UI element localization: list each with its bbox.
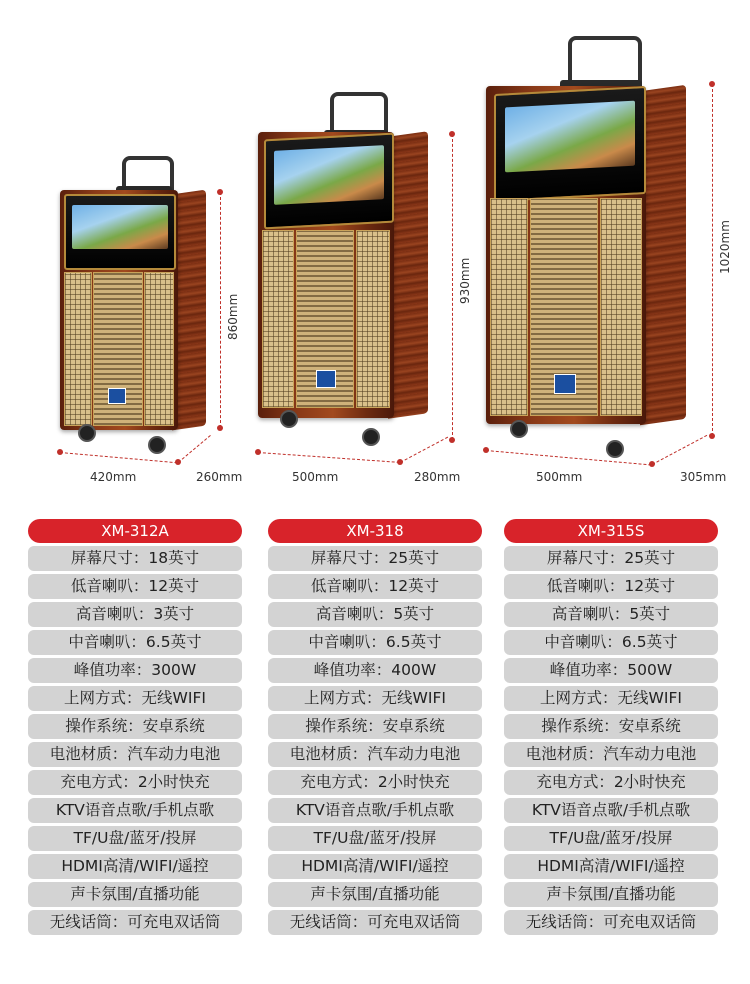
spec-row: 操作系统：安卓系统 — [504, 714, 718, 739]
spec-row: 中音喇叭：6.5英寸 — [504, 630, 718, 655]
model-header: XM-318 — [268, 519, 482, 543]
spec-row: TF/U盘/蓝牙/投屏 — [268, 826, 482, 851]
wheel — [148, 436, 166, 454]
logo-badge — [108, 388, 126, 404]
spec-row: 屏幕尺寸：25英寸 — [504, 546, 718, 571]
spec-row: 声卡氛围/直播功能 — [268, 882, 482, 907]
spec-row: 屏幕尺寸：25英寸 — [268, 546, 482, 571]
wheel — [362, 428, 380, 446]
spec-row: 充电方式：2小时快充 — [28, 770, 242, 795]
spec-row: 峰值功率：300W — [28, 658, 242, 683]
grille-left — [64, 272, 92, 426]
dimension-line — [258, 452, 400, 463]
dimension-line — [486, 450, 651, 465]
spec-row: 声卡氛围/直播功能 — [28, 882, 242, 907]
dimension-dot — [255, 449, 261, 455]
spec-row: 电池材质：汽车动力电池 — [268, 742, 482, 767]
spec-row: TF/U盘/蓝牙/投屏 — [504, 826, 718, 851]
screen — [64, 194, 176, 270]
dimension-line — [712, 84, 713, 436]
spec-row: 电池材质：汽车动力电池 — [28, 742, 242, 767]
spec-row: 高音喇叭：5英寸 — [268, 602, 482, 627]
width-label: 420mm — [90, 470, 137, 484]
spec-table-xm-318 — [268, 519, 482, 938]
screen-image — [274, 145, 385, 204]
wheel — [510, 420, 528, 438]
spec-row: 电池材质：汽车动力电池 — [504, 742, 718, 767]
spec-row: 上网方式：无线WIFI — [28, 686, 242, 711]
width-label: 500mm — [536, 470, 583, 484]
dimension-line — [652, 435, 707, 465]
spec-table-xm-312a — [28, 519, 242, 938]
dimension-dot — [483, 447, 489, 453]
grille-right — [144, 272, 174, 426]
dimension-dot — [449, 437, 455, 443]
spec-row: 操作系统：安卓系统 — [268, 714, 482, 739]
spec-row: HDMI高清/WIFI/遥控 — [28, 854, 242, 879]
depth-label: 260mm — [196, 470, 243, 484]
dimension-dot — [57, 449, 63, 455]
dimension-dot — [709, 433, 715, 439]
spec-row: 上网方式：无线WIFI — [268, 686, 482, 711]
dimension-dot — [217, 425, 223, 431]
dimension-line — [60, 452, 178, 463]
spec-row: 低音喇叭：12英寸 — [28, 574, 242, 599]
grille-left — [490, 198, 528, 416]
screen-image — [505, 101, 635, 172]
spec-row: 上网方式：无线WIFI — [504, 686, 718, 711]
spec-row: 无线话筒：可充电双话筒 — [28, 910, 242, 935]
spec-row: TF/U盘/蓝牙/投屏 — [28, 826, 242, 851]
spec-row: 低音喇叭：12英寸 — [504, 574, 718, 599]
spec-row: 低音喇叭：12英寸 — [268, 574, 482, 599]
spec-row: 充电方式：2小时快充 — [268, 770, 482, 795]
screen — [494, 86, 646, 202]
spec-row: 无线话筒：可充电双话筒 — [504, 910, 718, 935]
spec-row: 高音喇叭：3英寸 — [28, 602, 242, 627]
logo-badge — [554, 374, 576, 394]
spec-row: HDMI高清/WIFI/遥控 — [268, 854, 482, 879]
wheel — [78, 424, 96, 442]
spec-row: 峰值功率：400W — [268, 658, 482, 683]
height-label: 930mm — [458, 257, 472, 304]
cabinet-side — [388, 131, 428, 419]
dimension-line — [178, 435, 211, 463]
spec-row: 中音喇叭：6.5英寸 — [28, 630, 242, 655]
spec-row: KTV语音点歌/手机点歌 — [504, 798, 718, 823]
depth-label: 305mm — [680, 470, 727, 484]
dimension-dot — [709, 81, 715, 87]
dimension-line — [220, 192, 221, 428]
spec-row: 峰值功率：500W — [504, 658, 718, 683]
spec-row: 中音喇叭：6.5英寸 — [268, 630, 482, 655]
spec-table-xm-315s — [504, 519, 718, 938]
dimension-dot — [449, 131, 455, 137]
model-header: XM-315S — [504, 519, 718, 543]
width-label: 500mm — [292, 470, 339, 484]
spec-row: KTV语音点歌/手机点歌 — [28, 798, 242, 823]
logo-badge — [316, 370, 336, 388]
screen-image — [72, 205, 167, 250]
grille-right — [356, 230, 390, 408]
grille-right — [600, 198, 642, 416]
depth-label: 280mm — [414, 470, 461, 484]
dimension-dot — [217, 189, 223, 195]
spec-row: 无线话筒：可充电双话筒 — [268, 910, 482, 935]
screen — [264, 133, 394, 230]
height-label: 1020mm — [718, 220, 732, 274]
model-header: XM-312A — [28, 519, 242, 543]
spec-row: 声卡氛围/直播功能 — [504, 882, 718, 907]
wheel — [280, 410, 298, 428]
grille-left — [262, 230, 294, 408]
spec-row: 屏幕尺寸：18英寸 — [28, 546, 242, 571]
cabinet-side — [640, 85, 686, 425]
spec-row: KTV语音点歌/手机点歌 — [268, 798, 482, 823]
dimension-line — [400, 437, 448, 463]
height-label: 860mm — [226, 293, 240, 340]
spec-row: HDMI高清/WIFI/遥控 — [504, 854, 718, 879]
wheel — [606, 440, 624, 458]
spec-row: 操作系统：安卓系统 — [28, 714, 242, 739]
spec-row: 高音喇叭：5英寸 — [504, 602, 718, 627]
spec-row: 充电方式：2小时快充 — [504, 770, 718, 795]
dimension-line — [452, 134, 453, 440]
